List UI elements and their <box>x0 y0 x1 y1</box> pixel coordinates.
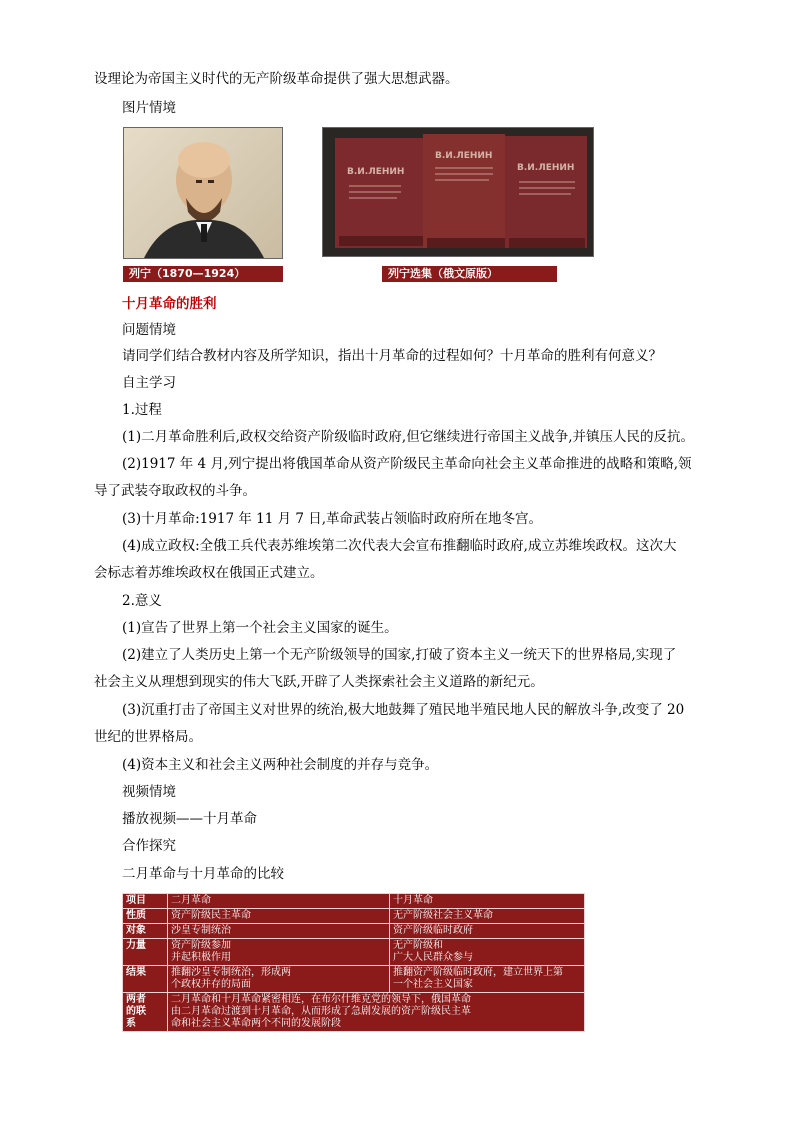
text-line: (1)二月革命胜利后,政权交给资产阶级临时政府,但它继续进行帝国主义战争,并镇压人民的反抗。 <box>122 429 694 445</box>
section-label: 图片情境 <box>122 100 176 116</box>
table-row <box>123 993 585 1032</box>
comparison-table <box>122 893 585 1032</box>
table-header-row <box>123 894 585 909</box>
table-cell: 结果 <box>123 966 168 993</box>
portrait-caption: 列宁（1870—1924） <box>123 266 283 282</box>
text-line: 视频情境 <box>122 784 176 800</box>
table-cell: 力量 <box>123 939 168 966</box>
text-line: 导了武装夺取政权的斗争。 <box>94 483 256 499</box>
table-row <box>123 939 585 966</box>
text-line: 自主学习 <box>122 375 176 391</box>
text-line: (3)十月革命:1917 年 11 月 7 日,革命武装占领临时政府所在地冬宫。 <box>122 511 543 527</box>
table-cell: 两者 的联 系 <box>123 993 168 1032</box>
text-line: 1.过程 <box>122 402 162 418</box>
text-line: (4)成立政权:全俄工兵代表苏维埃第二次代表大会宣布推翻临时政府,成立苏维埃政权。这次大 <box>122 538 677 554</box>
books-caption: 列宁选集（俄文原版） <box>382 266 557 282</box>
table-cell: 无产阶级社会主义革命 <box>390 909 585 924</box>
book-title-2: В.И.ЛЕНИН <box>435 151 493 161</box>
table-header-cell: 项目 <box>123 894 168 909</box>
text-line: 二月革命与十月革命的比较 <box>122 866 284 882</box>
text-line: 问题情境 <box>122 322 176 338</box>
book-title-3: В.И.ЛЕНИН <box>517 163 575 173</box>
text-line: (4)资本主义和社会主义两种社会制度的并存与竞争。 <box>122 757 439 773</box>
table-row <box>123 924 585 939</box>
table-cell: 对象 <box>123 924 168 939</box>
table-cell: 性质 <box>123 909 168 924</box>
table-row <box>123 909 585 924</box>
text-line: 合作探究 <box>122 838 176 854</box>
table-cell: 推翻资产阶级临时政府，建立世界上第 一个社会主义国家 <box>390 966 585 993</box>
text-line: 请同学们结合教材内容及所学知识，指出十月革命的过程如何？十月革命的胜利有何意义？ <box>122 348 662 364</box>
text-line: (3)沉重打击了帝国主义对世界的统治,极大地鼓舞了殖民地半殖民地人民的解放斗争,改变了 20 <box>122 702 685 718</box>
table-header-cell: 二月革命 <box>168 894 390 909</box>
text-line: 社会主义从理想到现实的伟大飞跃,开辟了人类探索社会主义道路的新纪元。 <box>94 674 544 690</box>
text-line: 设理论为帝国主义时代的无产阶级革命提供了强大思想武器。 <box>94 71 459 87</box>
table-cell: 资产阶级临时政府 <box>390 924 585 939</box>
book-title-1: В.И.ЛЕНИН <box>347 167 405 177</box>
text-line: 2.意义 <box>122 593 162 609</box>
text-line: (2)1917 年 4 月,列宁提出将俄国革命从资产阶级民主革命向社会主义革命推进的战略和策略,领 <box>122 456 692 472</box>
table-cell: 二月革命和十月革命紧密相连，在布尔什维克党的领导下，俄国革命 由二月革命过渡到十月革命，从而形成了急剧发展的资产阶级民主革 命和社会主义革命两个不同的发展阶段 <box>168 993 585 1032</box>
section-heading: 十月革命的胜利 <box>122 296 217 312</box>
table-cell: 资产阶级参加 并起积极作用 <box>168 939 390 966</box>
text-line: (2)建立了人类历史上第一个无产阶级领导的国家,打破了资本主义一统天下的世界格局,实现了 <box>122 647 677 663</box>
text-line: 播放视频——十月革命 <box>122 811 257 827</box>
table-cell: 推翻沙皇专制统治，形成两 个政权并存的局面 <box>168 966 390 993</box>
lenin-portrait <box>123 127 283 259</box>
lenin-books-photo <box>322 127 594 257</box>
text-line: 世纪的世界格局。 <box>94 729 202 745</box>
table-cell: 资产阶级民主革命 <box>168 909 390 924</box>
table-cell: 沙皇专制统治 <box>168 924 390 939</box>
table-row <box>123 966 585 993</box>
text-line: (1)宣告了世界上第一个社会主义国家的诞生。 <box>122 620 398 636</box>
table-cell: 无产阶级和 广大人民群众参与 <box>390 939 585 966</box>
text-line: 会标志着苏维埃政权在俄国正式建立。 <box>94 565 324 581</box>
table-header-cell: 十月革命 <box>390 894 585 909</box>
